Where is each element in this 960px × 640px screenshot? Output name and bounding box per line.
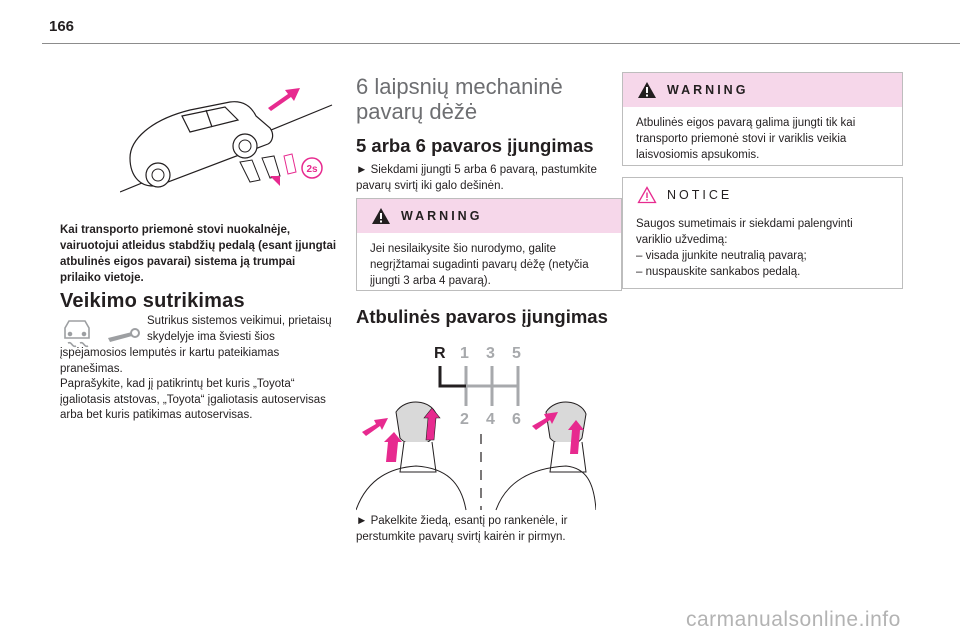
watermark: carmanualsonline.info xyxy=(686,608,901,631)
warning-header xyxy=(357,199,621,233)
text-5-6-gear: ► Siekdami įjungti 5 arba 6 pavarą, pastumkite pavarų svirtį iki galo dešinėn. xyxy=(356,164,597,192)
gear-label-2: 2 xyxy=(460,411,469,428)
malfunction-heading: Veikimo sutrikimas xyxy=(60,290,245,312)
warning-box-reverse xyxy=(622,72,903,166)
warning-box-gearbox xyxy=(356,198,622,291)
notice-triangle-icon xyxy=(637,186,657,204)
gear-shift-illustration xyxy=(356,342,596,512)
warning-triangle-icon xyxy=(637,81,657,99)
timer-badge: 2s xyxy=(306,164,318,175)
section-title: 6 laipsnių mechaninė pavarų dėžė xyxy=(356,74,563,124)
warning-text-2: Atbulinės eigos pavarą galima įjungti tik kai transporto priemonė stovi ir variklis veikia laisvosiomis apsukomis. xyxy=(636,117,856,161)
warning-text: Jei nesilaikysite šio nurodymo, galite negrįžtamai sugadinti pavarų dėžę (netyčia įjungti 3 arba 4 pavarą). xyxy=(370,243,589,287)
malfunction-text-1: Sutrikus sistemos veikimui, prietaisų skydelyje ima šviesti šios xyxy=(147,315,332,343)
malfunction-text-2: įspėjamosios lemputės ir kartu pateikiamas pranešimas. Paprašykite, kad jį patikrintų bet kuris „Toyota“ įgaliotasis atstovas, „Toyota“ įgaliotasis autoservisas arba bet kuris patikimas autoservisas. xyxy=(60,347,326,421)
pedals-icon xyxy=(240,154,296,182)
page-number: 166 xyxy=(49,18,75,35)
skid-control-icon xyxy=(65,321,89,346)
text-reverse-gear: ► Pakelkite žiedą, esantį po rankenėle, ir perstumkite pavarų svirtį kairėn ir pirmyn. xyxy=(356,515,568,543)
notice-box xyxy=(622,177,903,289)
car-on-slope-illustration xyxy=(120,80,336,195)
warning-header-2 xyxy=(623,73,902,107)
gear-label-5: 5 xyxy=(512,345,521,362)
direction-arrow-icon xyxy=(268,88,300,111)
gear-label-r: R xyxy=(434,345,446,362)
gear-knob-left xyxy=(356,402,466,510)
warning-triangle-icon xyxy=(371,207,391,225)
warning-label: WARNING xyxy=(401,209,483,223)
top-divider xyxy=(42,43,960,44)
arrow-left-icon xyxy=(362,418,388,436)
heading-5-6-gear: 5 arba 6 pavaros įjungimas xyxy=(356,135,594,156)
notice-header xyxy=(623,178,902,212)
gear-label-4: 4 xyxy=(486,411,495,428)
gear-label-1: 1 xyxy=(460,345,469,362)
wrench-icon xyxy=(108,329,139,342)
gear-label-3: 3 xyxy=(486,345,495,362)
warning-label-2: WARNING xyxy=(667,83,749,97)
hill-hold-intro: Kai transporto priemonė stovi nuokalnėje, vairuotojui atleidus stabdžių pedalą (esant įjungtai atbulinės eigos pavarai) sistema ją trumpai prilaiko vietoje. xyxy=(60,224,337,284)
notice-label: NOTICE xyxy=(667,188,733,202)
notice-text: Saugos sumetimais ir siekdami palengvinti variklio užvedimą: – visada įjunkite neutralią pavarą; – nuspauskite sankabos pedalą. xyxy=(636,218,853,278)
gear-label-6: 6 xyxy=(512,411,521,428)
heading-reverse-gear: Atbulinės pavaros įjungimas xyxy=(356,306,608,327)
